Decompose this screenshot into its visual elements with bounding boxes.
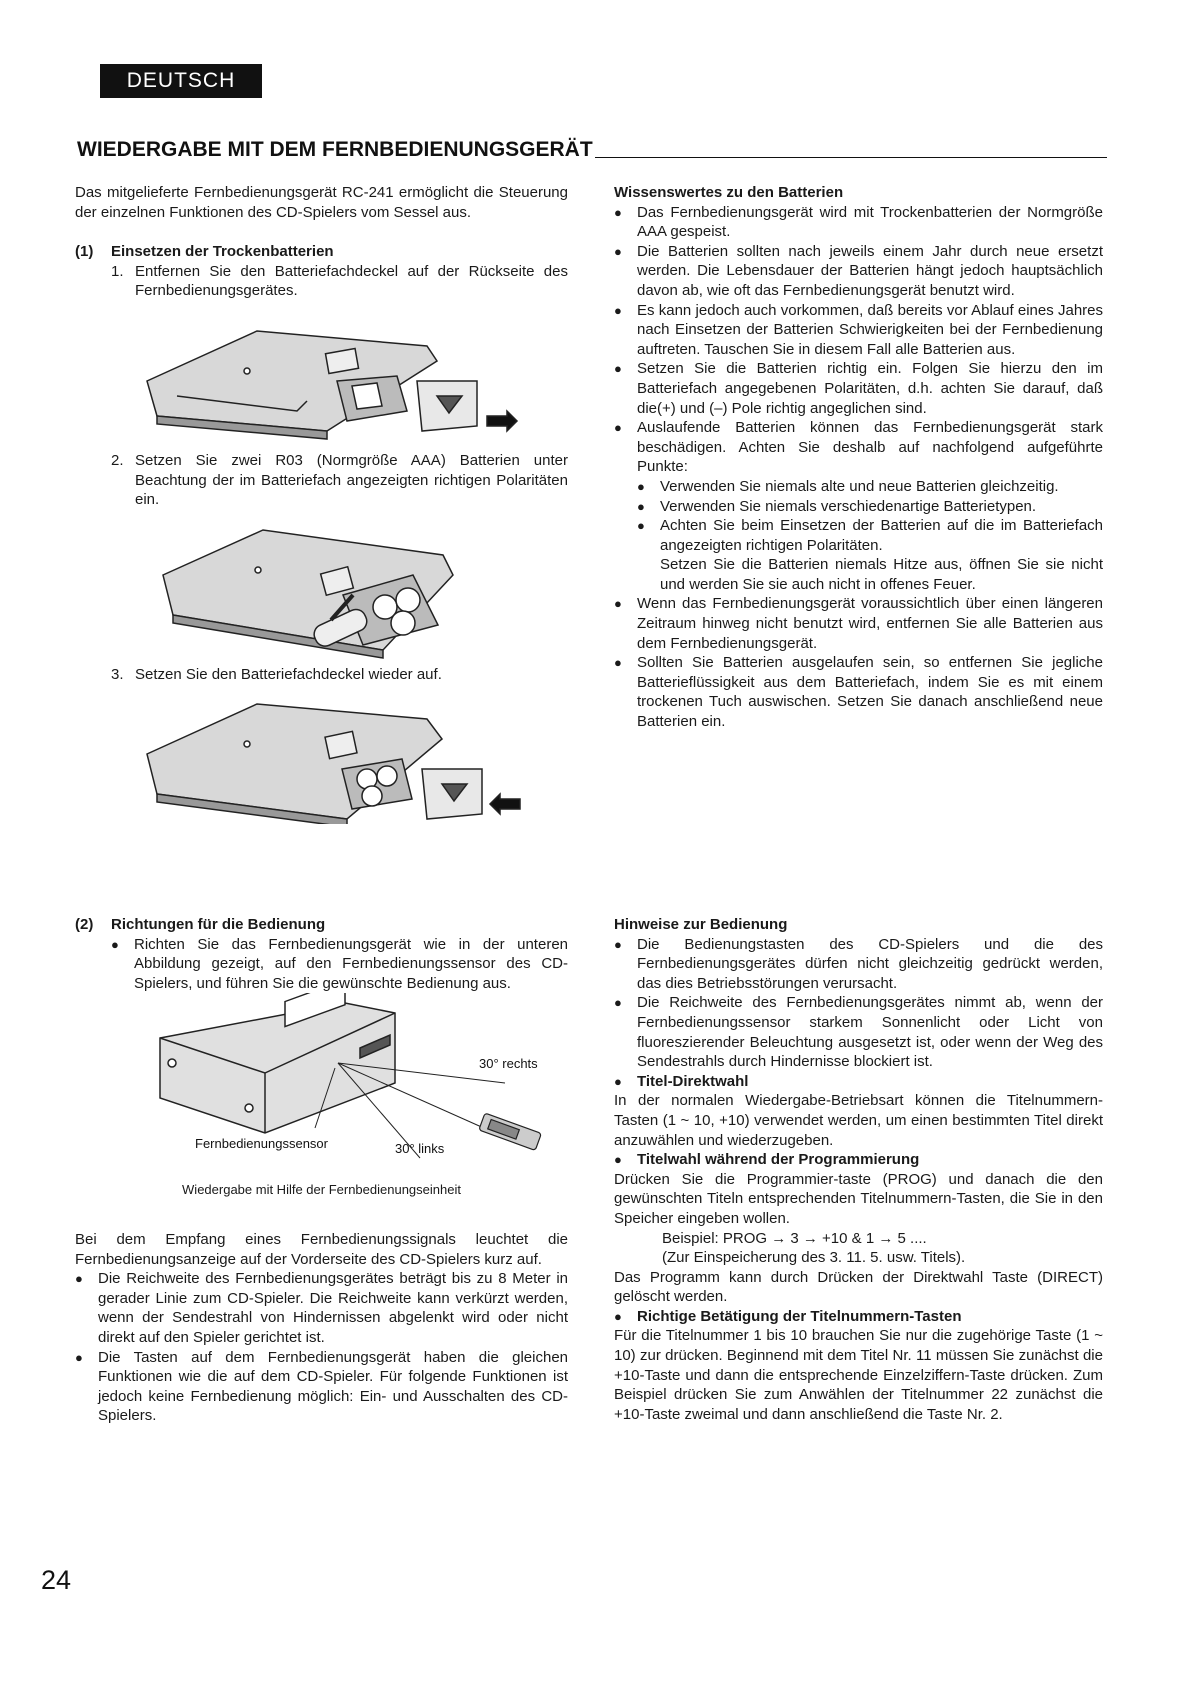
right-column-bottom: [614, 915, 1103, 1424]
battery-sub-bullet: ● Achten Sie beim Einsetzen der Batterien auf die im Batteriefach angezeigten richtigen Polaritäten.: [637, 517, 1103, 554]
section2-heading: (2) Richtungen für die Bedienung: [75, 916, 326, 933]
batteries-heading: Wissenswertes zu den Batterien: [614, 184, 844, 201]
language-tab: DEUTSCH: [100, 64, 262, 98]
battery-bullet: ● Die Batterien sollten nach jeweils einem Jahr durch neue ersetzt werden. Die Lebensdauer der Batterien hängt jedoch hauptsächlich davon ab, wie oft das Fernbedienungsgerät benutzt wird.: [614, 242, 1103, 299]
direct-select-text: In der normalen Wiedergabe-Betriebsart können die Titelnummern-Tasten (1 ~ 10, +10) verwendet werden, um einen bestimmten Titel direkt anzuwählen und wiederzugeben.: [614, 1092, 1103, 1149]
battery-sub-note: Setzen Sie die Batterien niemals Hitze aus, öffnen Sie sie nicht und werden Sie sie auch nicht in offenes Feuer.: [660, 556, 1103, 593]
figure-caption: Wiedergabe mit Hilfe der Fernbedienungseinheit: [182, 1182, 461, 1198]
angle-label-left: 30° links: [395, 1141, 445, 1157]
left-column-top: [75, 183, 568, 824]
title-rule: [595, 157, 1107, 158]
direct-select-heading: ● Titel-Direktwahl: [614, 1072, 749, 1090]
program-text: Drücken Sie die Programmier-taste (PROG) und danach die den gewünschten Titeln entsprechenden Titelnummern-Tasten, die Sie in den Speicher eingeben wollen.: [614, 1170, 1103, 1227]
right-column-top: [614, 183, 1103, 732]
program-example: Beispiel: PROG → 3 → +10 & 1 → 5 ....: [662, 1229, 927, 1247]
sensor-label: Fernbedienungssensor: [195, 1136, 328, 1152]
page-title: [77, 138, 1107, 162]
remote-figure-remove-cover: [75, 301, 568, 451]
program-example-note: (Zur Einspeicherung des 3. 11. 5. usw. Titels).: [662, 1249, 966, 1267]
page-title-text: WIEDERGABE MIT DEM FERNBEDIENUNGSGERÄT: [77, 138, 593, 161]
remote-figure-insert-batteries: [75, 510, 568, 665]
battery-bullet: ● Wenn das Fernbedienungsgerät voraussichtlich über einen längeren Zeitraum hinweg nicht benutzt wird, entfernen Sie alle Batterien aus dem Fernbedienungsgerät.: [614, 595, 1103, 652]
battery-bullet: ● Sollten Sie Batterien ausgelaufen sein, so entfernen Sie jegliche Batterieflüssigkeit aus dem Batteriefach, indem Sie es mit einem trockenen Tuch auswischen. Setzen Sie danach anschließend neue Batterien ein.: [614, 654, 1103, 731]
battery-bullet: ● Auslaufende Batterien können das Fernbedienungsgerät stark beschädigen. Achten Sie deshalb auf nachfolgend aufgeführte Punkte:: [614, 419, 1103, 476]
battery-bullet: ● Das Fernbedienungsgerät wird mit Trockenbatterien der Normgröße AAA gespeist.: [614, 203, 1103, 241]
track-keys-text: Für die Titelnummer 1 bis 10 brauchen Sie nur die zugehörige Taste (1 ~ 10) zur drücken. Beginnend mit dem Titel Nr. 11 müssen Sie zunächst die +10-Taste und dann die entsprechende Einzelziffern-Taste drücken. Zum Beispiel drücken Sie zum Anwählen der Titelnummer 22 zunächst die +10-Taste zweimal und dann anschließend die Taste Nr. 2.: [614, 1327, 1103, 1423]
angle-label-right: 30° rechts: [479, 1056, 538, 1072]
remote-direction-figure: [75, 993, 568, 1168]
battery-sub-bullet: ● Verwenden Sie niemals alte und neue Batterien gleichzeitig.: [637, 477, 1059, 495]
step-2: 2. Setzen Sie zwei R03 (Normgröße AAA) Batterien unter Beachtung der im Batteriefach angezeigten richtigen Polaritäten ein.: [111, 451, 568, 509]
step-3: 3. Setzen Sie den Batteriefachdeckel wieder auf.: [111, 665, 442, 683]
step-1: 1. Entfernen Sie den Batteriefachdeckel auf der Rückseite des Fernbedienungsgerätes.: [111, 262, 568, 300]
program-clear-text: Das Programm kann durch Drücken der Direktwahl Taste (DIRECT) gelöscht werden.: [614, 1268, 1103, 1306]
program-heading: ● Titelwahl während der Programmierung: [614, 1151, 920, 1169]
page-number: 24: [41, 1565, 72, 1595]
operation-heading: Hinweise zur Bedienung: [614, 916, 788, 933]
battery-bullet: ● Es kann jedoch auch vorkommen, daß bereits vor Ablauf eines Jahres nach Einsetzen der Batterien Schwierigkeiten bei der Fernbedienung auftreten. Tauschen Sie in diesem Fall alle Batterien aus.: [614, 301, 1103, 358]
operation-bullet: ● Die Reichweite des Fernbedienungsgerätes nimmt ab, wenn der Fernbedienungssensor starkem Sonnenlicht oder Licht von fluoreszierender Beleuchtung ausgesetzt ist, oder wenn der Weg des Sendestrahls durch Hindernisse blockiert ist.: [614, 994, 1103, 1071]
intro-paragraph: Das mitgelieferte Fernbedienungsgerät RC-241 ermöglicht die Steuerung der einzelnen Funktionen des CD-Spielers vom Sessel aus.: [75, 184, 568, 221]
section1-heading: (1) Einsetzen der Trockenbatterien: [75, 243, 334, 261]
range-bullet: ● Die Reichweite des Fernbedienungsgerätes beträgt bis zu 8 Meter in gerader Linie zum CD-Spieler. Die Reichweite kann verkürzt werden, wenn der Sendestrahl von Hindernissen abgelenkt wird oder nicht direkt auf den Spieler gerichtet ist.: [75, 1270, 568, 1346]
signal-paragraph: Bei dem Empfang eines Fernbedienungssignals leuchtet die Fernbedienungsanzeige auf der Vorderseite des CD-Spielers kurz auf.: [75, 1230, 568, 1268]
left-column-bottom: [75, 915, 568, 1426]
battery-bullet: ● Setzen Sie die Batterien richtig ein. Folgen Sie hierzu den im Batteriefach angegebenen Polaritäten, d.h. achten Sie darauf, daß die(+) und (–) Pole richtig angeglichen sind.: [614, 360, 1103, 417]
remote-figure-replace-cover: [75, 684, 568, 824]
track-keys-heading: ● Richtige Betätigung der Titelnummern-Tasten: [614, 1307, 962, 1325]
keys-bullet: ● Die Tasten auf dem Fernbedienungsgerät haben die gleichen Funktionen wie die auf dem CD-Spieler. Für folgende Funktionen ist jedoch keine Fernbedienung möglich: Ein- und Ausschalten des CD-Spielers.: [75, 1348, 568, 1425]
battery-sub-bullet: ● Verwenden Sie niemals verschiedenartige Batterietypen.: [637, 497, 1037, 515]
operation-bullet: ● Die Bedienungstasten des CD-Spielers und die des Fernbedienungsgerätes dürfen nicht gleichzeitig gedrückt werden, das dies Betriebsstörungen verursacht.: [614, 935, 1103, 992]
section2-bullet: ● Richten Sie das Fernbedienungsgerät wie in der unteren Abbildung gezeigt, auf den Fernbedienungssensor des CD-Spielers, und führen Sie die gewünschte Bedienung aus.: [111, 935, 568, 992]
